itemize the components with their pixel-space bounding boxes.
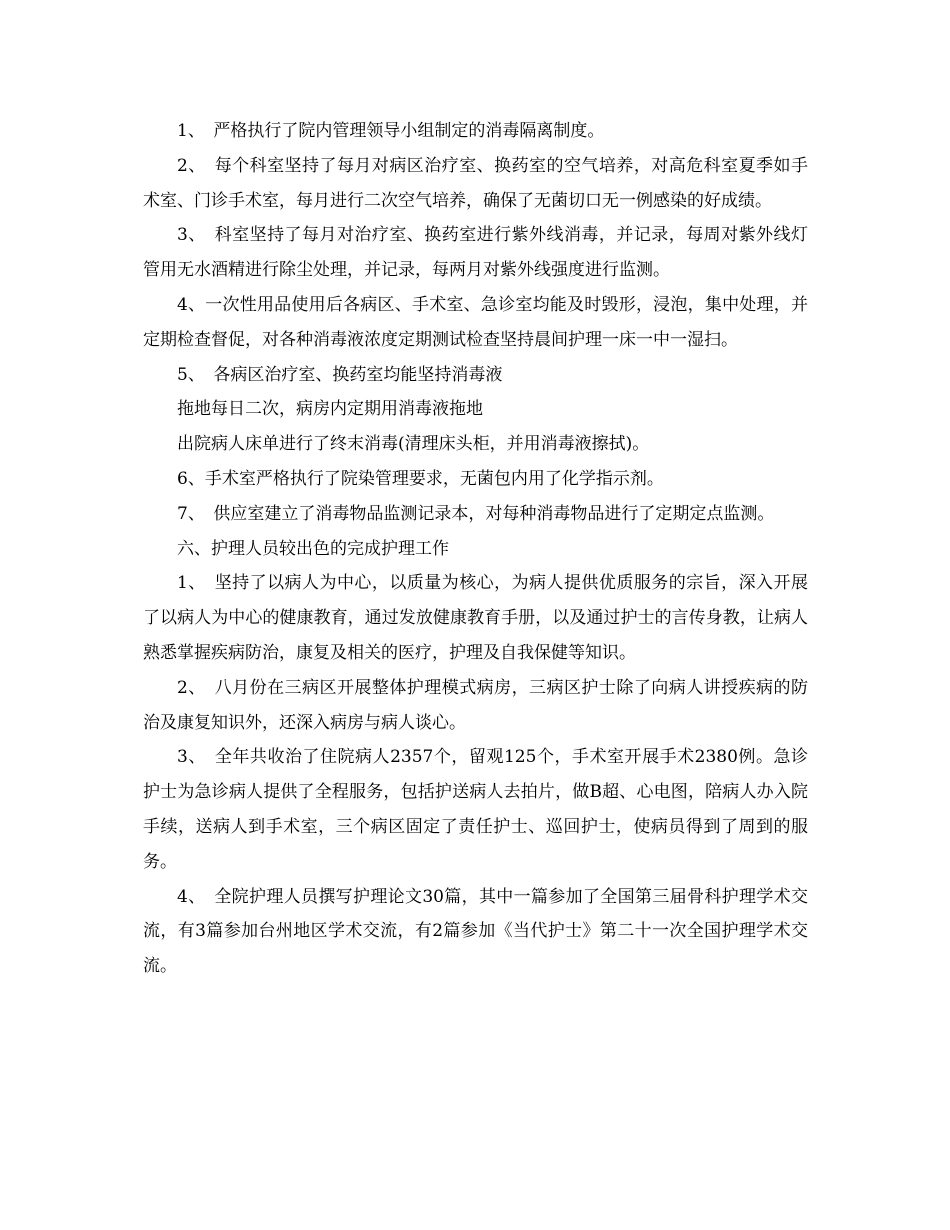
paragraph-4: 4、一次性用品使用后各病区、手术室、急诊室均能及时毁形，浸泡，集中处理，并定期检查督促，对各种消毒液浓度定期测试检查坚持晨间护理一床一中一湿扫。 (143, 294, 808, 350)
paragraph-13: 4、 全院护理人员撰写护理论文30篇，其中一篇参加了全国第三届骨科护理学术交流，有3篇参加台州地区学术交流，有2篇参加《当代护士》第二十一次全国护理学术交流。 (143, 886, 808, 977)
document-body (143, 114, 808, 984)
paragraph-7: 出院病人床单进行了终末消毒(清理床头柜，并用消毒液擦拭)。 (177, 434, 650, 455)
paragraph-1: 1、 严格执行了院内管理领导小组制定的消毒隔离制度。 (177, 121, 605, 141)
section-heading: 六、护理人员较出色的完成护理工作 (177, 538, 449, 559)
paragraph-2: 2、 每个科室坚持了每月对病区治疗室、换药室的空气培养，对高危科室夏季如手术室、门诊手术室，每月进行二次空气培养，确保了无菌切口无一例感染的好成绩。 (143, 155, 808, 211)
paragraph-3: 3、 科室坚持了每月对治疗室、换药室进行紫外线消毒，并记录，每周对紫外线灯管用无水酒精进行除尘处理，并记录，每两月对紫外线强度进行监测。 (143, 225, 808, 281)
paragraph-6: 拖地每日二次，病房内定期用消毒液拖地 (177, 399, 483, 420)
paragraph-11: 2、 八月份在三病区开展整体护理模式病房，三病区护士除了向病人讲授疾病的防治及康复知识外，还深入病房与病人谈心。 (143, 677, 808, 733)
paragraph-9: 7、 供应室建立了消毒物品监测记录本，对每种消毒物品进行了定期定点监测。 (177, 503, 775, 524)
paragraph-12: 3、 全年共收治了住院病人2357个，留观125个，手术室开展手术2380例。急诊护士为急诊病人提供了全程服务，包括护送病人去拍片，做B超、心电图，陪病人办入院手续，送病人到手术室，三个病区固定了责任护士、巡回护士，使病员得到了周到的服务。 (143, 747, 808, 872)
paragraph-8: 6、手术室严格执行了院染管理要求，无菌包内用了化学指示剂。 (177, 468, 664, 489)
paragraph-5: 5、 各病区治疗室、换药室均能坚持消毒液 (177, 364, 503, 385)
paragraph-10: 1、 坚持了以病人为中心，以质量为核心，为病人提供优质服务的宗旨，深入开展了以病人为中心的健康教育，通过发放健康教育手册，以及通过护士的言传身教，让病人熟悉掌握疾病防治，康复及相关的医疗，护理及自我保健等知识。 (143, 573, 808, 663)
